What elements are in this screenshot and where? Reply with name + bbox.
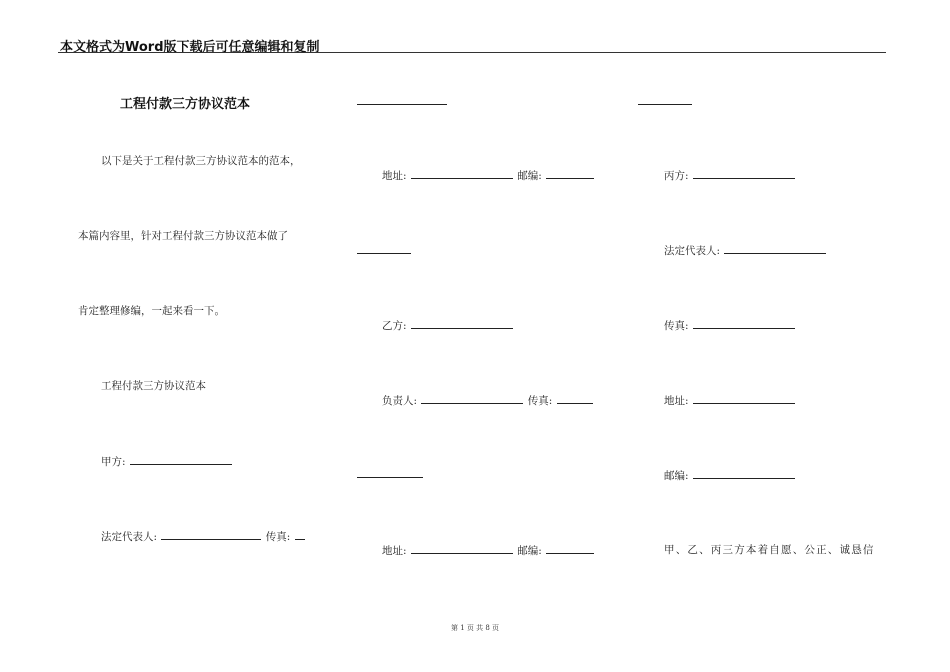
address-blank — [693, 393, 795, 404]
address-label: 地址: — [382, 545, 407, 557]
party-a-field — [101, 454, 233, 469]
address-postcode-field — [382, 168, 595, 183]
party-c-blank — [693, 168, 795, 179]
legal-rep-blank — [161, 529, 261, 540]
header-title: 本文格式为Word版下载后可任意编辑和复制 — [60, 40, 320, 55]
postcode-blank — [693, 468, 795, 479]
legal-rep-field — [664, 243, 827, 258]
fax-label: 传真: — [664, 320, 689, 332]
blank-line — [638, 104, 692, 105]
blank-line — [357, 253, 411, 254]
agreement-heading: 工程付款三方协议范本 — [101, 380, 206, 392]
party-b-field — [382, 318, 514, 333]
legal-rep-fax-field — [101, 529, 306, 544]
address-label: 地址: — [382, 170, 407, 182]
responsible-blank — [421, 393, 523, 404]
closing-text: 甲、乙、丙三方本着自愿、公正、诚恳信 — [664, 544, 875, 556]
address-label: 地址: — [664, 395, 689, 407]
header-divider — [58, 52, 886, 53]
legal-rep-blank — [724, 243, 826, 254]
party-c-field — [664, 168, 796, 183]
responsible-fax-field — [382, 393, 594, 408]
legal-rep-label: 法定代表人: — [664, 245, 721, 257]
postcode-label: 邮编: — [517, 545, 542, 557]
party-c-label: 丙方: — [664, 170, 689, 182]
fax-field — [664, 318, 796, 333]
party-a-blank — [130, 454, 232, 465]
blank-line — [357, 104, 447, 105]
responsible-label: 负责人: — [382, 395, 418, 407]
intro-line-1: 以下是关于工程付款三方协议范本的范本， — [101, 155, 301, 167]
address-blank — [411, 168, 513, 179]
legal-rep-label: 法定代表人: — [101, 531, 158, 543]
address-blank — [411, 543, 513, 554]
fax-blank — [557, 393, 593, 404]
fax-label: 传真: — [265, 531, 291, 543]
postcode-blank — [546, 543, 594, 554]
document-title: 工程付款三方协议范本 — [120, 97, 251, 112]
intro-line-2: 本篇内容里，针对工程付款三方协议范本做了 — [78, 230, 288, 242]
postcode-label: 邮编: — [517, 170, 542, 182]
intro-line-3: 肯定整理修编，一起来看一下。 — [78, 305, 225, 317]
fax-label: 传真: — [527, 395, 553, 407]
fax-blank — [693, 318, 795, 329]
party-b-blank — [411, 318, 513, 329]
blank-line — [357, 477, 423, 478]
page-number: 第 1 页 共 8 页 — [450, 624, 500, 632]
fax-blank — [295, 529, 305, 540]
postcode-blank — [546, 168, 594, 179]
party-a-label: 甲方: — [101, 456, 126, 468]
postcode-label: 邮编: — [664, 470, 689, 482]
postcode-field — [664, 468, 796, 483]
address-postcode-field-2 — [382, 543, 595, 558]
party-b-label: 乙方: — [382, 320, 407, 332]
address-field — [664, 393, 796, 408]
